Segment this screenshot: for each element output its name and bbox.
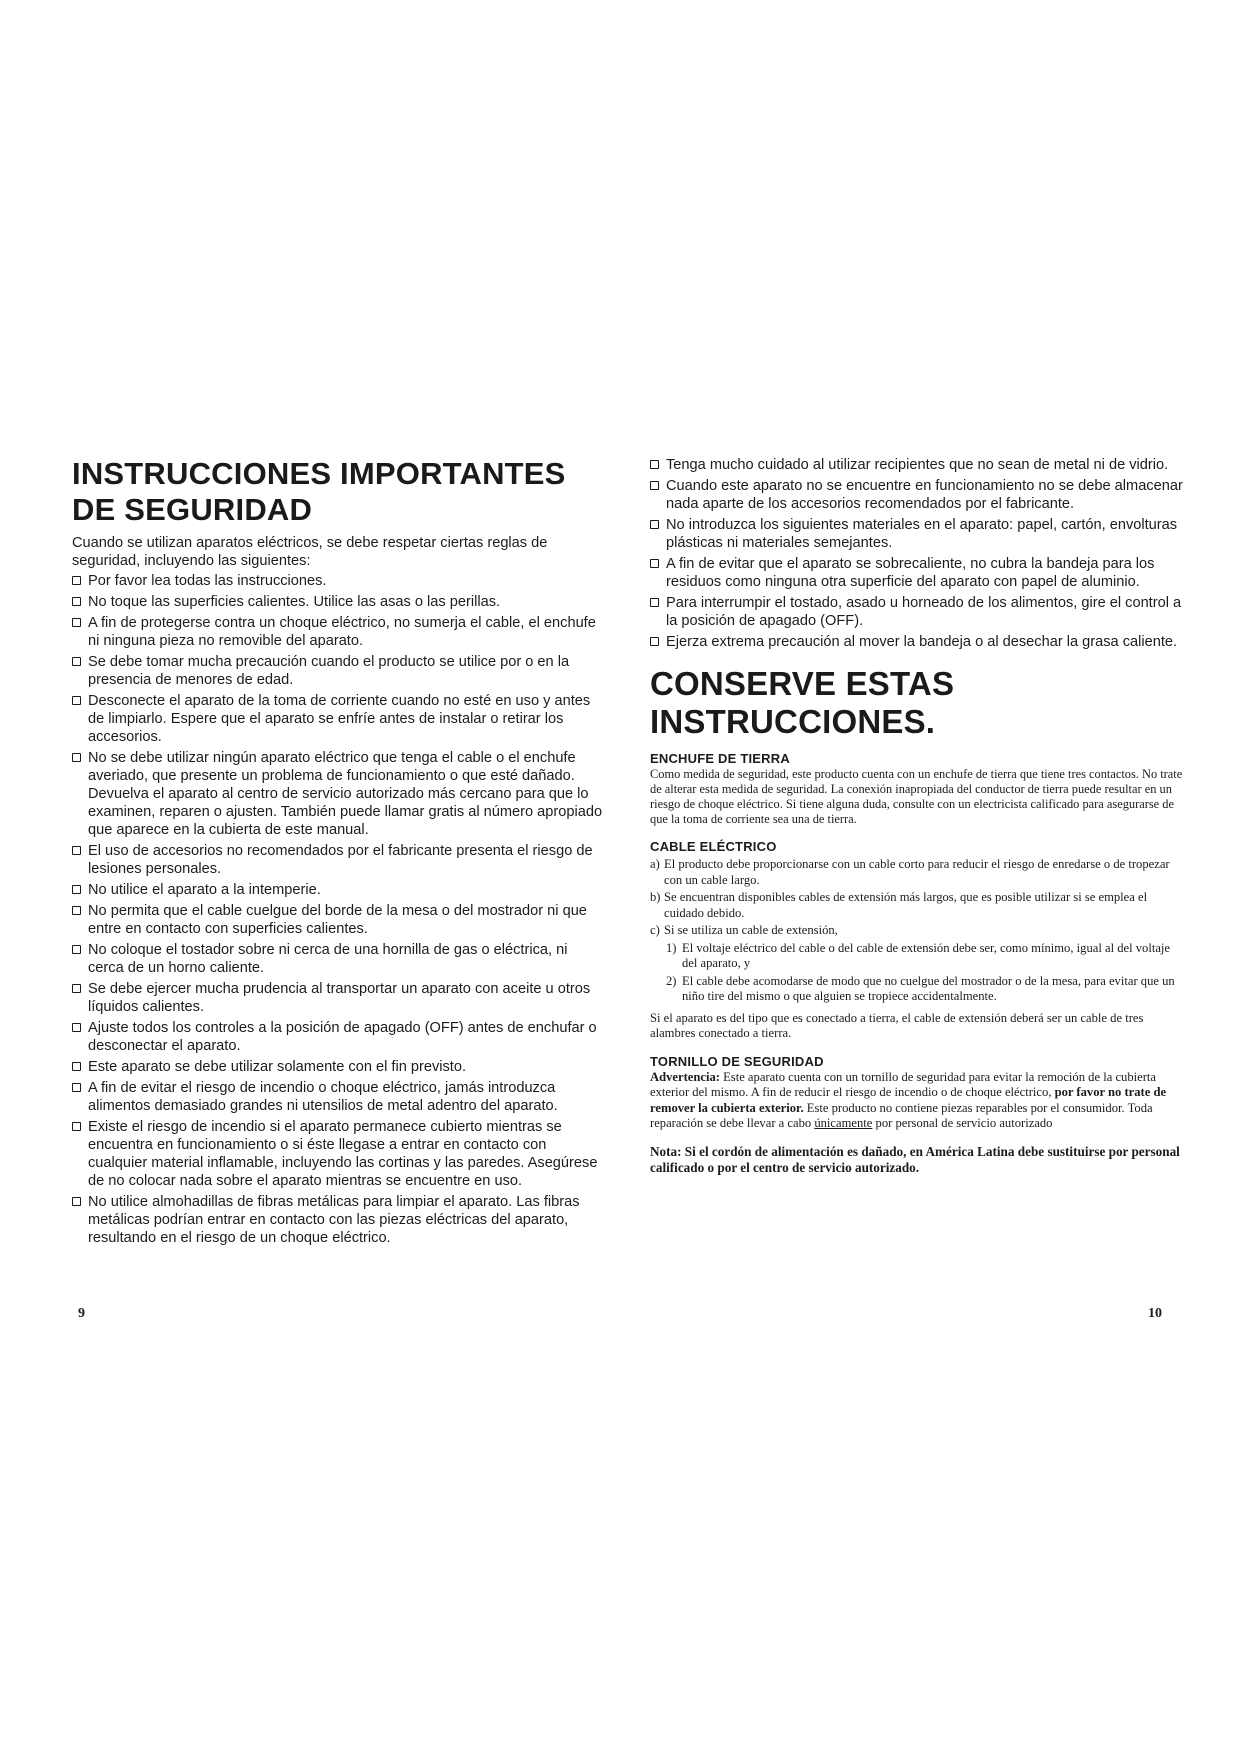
save-title-line-1: CONSERVE ESTAS [650, 665, 955, 702]
list-item-text: No permita que el cable cuelgue del borde de la mesa o del mostrador ni que entre en contacto con superficies calientes. [88, 903, 587, 937]
safety-title [72, 456, 607, 528]
screw-text-part-1: Este aparato cuenta con un tornillo de seguridad para evitar la remoción de la cubierta exterior del mismo. A fin de reducir el riesgo de incendio o de choque eléctrico, [650, 1069, 1156, 1099]
power-cord-heading: CABLE ELÉCTRICO [650, 839, 777, 854]
list-item-text: No introduzca los siguientes materiales en el aparato: papel, cartón, envolturas plásticas ni materiales semejantes. [666, 517, 1178, 551]
checkbox-bullet-icon [650, 637, 659, 646]
list-item-text: A fin de evitar el riesgo de incendio o choque eléctrico, jamás introduzca alimentos demasiado grandes ni utensilios de metal adentro del aparato. [88, 1080, 558, 1114]
cord-item-b-text: Se encuentran disponibles cables de extensión más largos, que es posible utilizar si se emplea el cuidado debido. [664, 890, 1148, 920]
ground-plug-text: Como medida de seguridad, este producto cuenta con un enchufe de tierra que tiene tres contactos. No trate de alterar esta medida de seguridad. La conexión inapropiada del conductor de tierra puede resultar en un riesgo de choque eléctrico. Si tiene alguna duda, consulte con un electricista calificado para asegurarse de que la toma de corriente sea una de tierra. [650, 767, 1183, 826]
list-item-text: Se debe tomar mucha precaución cuando el producto se utilice por o en la presencia de menores de edad. [88, 654, 570, 688]
list-item-text: Ajuste todos los controles a la posición de apagado (OFF) antes de enchufar o desconectar el aparato. [88, 1020, 597, 1054]
checkbox-bullet-icon [650, 460, 659, 469]
cord-item-a [650, 857, 1185, 888]
cord-subitem-2-text: El cable debe acomodarse de modo que no cuelgue del mostrador o de la mesa, para evitar que un niño tire del mismo o que alguien se tropiece accidentalmente. [682, 973, 1175, 1003]
cord-item-c-text: Si se utiliza un cable de extensión, [664, 923, 838, 937]
list-item [72, 842, 607, 878]
checkbox-bullet-icon [72, 576, 81, 585]
save-instructions-title [650, 665, 1185, 741]
list-item-text: No utilice el aparato a la intemperie. [88, 882, 321, 898]
checkbox-bullet-icon [72, 597, 81, 606]
list-item [650, 633, 1185, 651]
list-item-text: No se debe utilizar ningún aparato eléctrico que tenga el cable o el enchufe averiado, que presente un problema de funcionamiento o que esté dañado. Devuelva el aparato al centro de servicio autorizado más cercano para que lo examinen, reparen o ajusten. También puede llamar gratis al número apropiado que aparece en la cubierta de este manual. [88, 750, 603, 838]
list-item [650, 456, 1185, 474]
screw-text-underlined: únicamente [814, 1116, 873, 1130]
list-item [650, 555, 1185, 591]
list-item [72, 1019, 607, 1055]
checkbox-bullet-icon [72, 1197, 81, 1206]
list-item-text: Se debe ejercer mucha prudencia al transportar un aparato con aceite u otros líquidos calientes. [88, 981, 591, 1015]
list-item [72, 749, 607, 839]
list-item [72, 653, 607, 689]
list-item-text: No toque las superficies calientes. Utilice las asas o las perillas. [88, 594, 501, 610]
checkbox-bullet-icon [72, 906, 81, 915]
checkbox-bullet-icon [72, 753, 81, 762]
list-item-text: Por favor lea todas las instrucciones. [88, 573, 327, 589]
cord-item-c-marker: c) [650, 923, 660, 937]
cord-item-a-marker: a) [650, 857, 660, 871]
list-item [72, 902, 607, 938]
cord-item-a-text: El producto debe proporcionarse con un cable corto para reducir el riesgo de enredarse o de tropezar con un cable largo. [664, 857, 1170, 887]
checkbox-bullet-icon [72, 945, 81, 954]
ground-plug-heading: ENCHUFE DE TIERRA [650, 751, 790, 766]
list-item [72, 980, 607, 1016]
right-page [650, 456, 1185, 1176]
list-item [72, 593, 607, 611]
latin-america-note: Nota: Si el cordón de alimentación es dañado, en América Latina debe sustituirse por personal calificado o por el centro de servicio autorizado. [650, 1143, 1180, 1175]
save-title-line-2: INSTRUCCIONES. [650, 703, 936, 740]
cord-item-c [650, 923, 1185, 939]
safety-title-line-2: DE SEGURIDAD [72, 492, 313, 527]
list-item-text: Existe el riesgo de incendio si el aparato permanece cubierto mientras se encuentra en funcionamiento o si éste llegase a entrar en contacto con cualquier material inflamable, incluyendo las cortinas y las paredes. Asegúrese de no colocar nada sobre el aparato mientras se encuentre en uso. [88, 1119, 598, 1189]
list-item-text: El uso de accesorios no recomendados por el fabricante presenta el riesgo de lesiones personales. [88, 843, 593, 877]
list-item [72, 1118, 607, 1190]
safety-list-left [72, 572, 607, 1247]
list-item-text: Ejerza extrema precaución al mover la bandeja o al desechar la grasa caliente. [666, 634, 1178, 650]
list-item [650, 477, 1185, 513]
list-item-text: A fin de evitar que el aparato se sobrecaliente, no cubra la bandeja para los residuos como ninguna otra superficie del aparato con papel de aluminio. [666, 556, 1155, 590]
list-item [72, 941, 607, 977]
cord-item-b [650, 890, 1185, 921]
checkbox-bullet-icon [72, 1083, 81, 1092]
warning-label: Advertencia: [650, 1069, 720, 1084]
cord-subitem-1 [650, 941, 1185, 972]
security-screw-text [650, 1070, 1185, 1132]
screw-text-bold: por favor no trate de remover la cubierta exterior. [650, 1085, 1167, 1115]
checkbox-bullet-icon [72, 885, 81, 894]
page-number-left: 9 [78, 1306, 85, 1321]
screw-text-part-3: por personal de servicio autorizado [872, 1116, 1053, 1130]
checkbox-bullet-icon [650, 481, 659, 490]
cord-subitem-2 [650, 974, 1185, 1005]
safety-intro: Cuando se utilizan aparatos eléctricos, se debe respetar ciertas reglas de seguridad, incluyendo las siguientes: [72, 535, 548, 569]
list-item-text: A fin de protegerse contra un choque eléctrico, no sumerja el cable, el enchufe ni ninguna pieza no removible del aparato. [88, 615, 596, 649]
screw-text-part-2: Este producto no contiene piezas reparables por el consumidor. Toda reparación se debe llevar a cabo [650, 1100, 1153, 1130]
list-item-text: Para interrumpir el tostado, asado u horneado de los alimentos, gire el control a la posición de apagado (OFF). [666, 595, 1182, 629]
list-item-text: No utilice almohadillas de fibras metálicas para limpiar el aparato. Las fibras metálicas podrían entrar en contacto con las piezas eléctricas del aparato, resultando en el riesgo de un choque eléctrico. [88, 1194, 580, 1246]
list-item [72, 1193, 607, 1247]
list-item [72, 692, 607, 746]
checkbox-bullet-icon [650, 598, 659, 607]
checkbox-bullet-icon [650, 559, 659, 568]
checkbox-bullet-icon [72, 618, 81, 627]
checkbox-bullet-icon [72, 1122, 81, 1131]
cord-subitem-1-text: El voltaje eléctrico del cable o del cable de extensión debe ser, como mínimo, igual al del voltaje del aparato, y [682, 940, 1171, 970]
list-item-text: No coloque el tostador sobre ni cerca de una hornilla de gas o eléctrica, ni cerca de un horno caliente. [88, 942, 568, 976]
list-item [72, 1079, 607, 1115]
checkbox-bullet-icon [72, 846, 81, 855]
list-item [72, 614, 607, 650]
list-item-text: Este aparato se debe utilizar solamente con el fin previsto. [88, 1059, 467, 1075]
list-item [72, 572, 607, 590]
list-item [650, 516, 1185, 552]
checkbox-bullet-icon [72, 696, 81, 705]
list-item-text: Desconecte el aparato de la toma de corriente cuando no esté en uso y antes de limpiarlo. Espere que el aparato se enfríe antes de instalar o retirar los accesorios. [88, 693, 591, 745]
page-number-right: 10 [1148, 1306, 1162, 1321]
safety-list-right [650, 456, 1185, 651]
checkbox-bullet-icon [650, 520, 659, 529]
cord-subitem-2-marker: 2) [666, 973, 677, 988]
list-item-text: Cuando este aparato no se encuentre en funcionamiento no se debe almacenar nada aparte de los accesorios recomendados por el fabricante. [666, 478, 1183, 512]
list-item [650, 594, 1185, 630]
cord-subitem-1-marker: 1) [666, 940, 677, 955]
list-item [72, 881, 607, 899]
security-screw-heading: TORNILLO DE SEGURIDAD [650, 1053, 824, 1069]
left-page [72, 456, 607, 1250]
checkbox-bullet-icon [72, 984, 81, 993]
cord-item-b-marker: b) [650, 890, 661, 904]
list-item [72, 1058, 607, 1076]
list-item-text: Tenga mucho cuidado al utilizar recipientes que no sean de metal ni de vidrio. [666, 457, 1169, 473]
safety-title-line-1: INSTRUCCIONES IMPORTANTES [72, 456, 566, 491]
checkbox-bullet-icon [72, 657, 81, 666]
checkbox-bullet-icon [72, 1023, 81, 1032]
checkbox-bullet-icon [72, 1062, 81, 1071]
extension-cord-text: Si el aparato es del tipo que es conectado a tierra, el cable de extensión deberá ser un cable de tres alambres conectado a tierra. [650, 1010, 1144, 1040]
